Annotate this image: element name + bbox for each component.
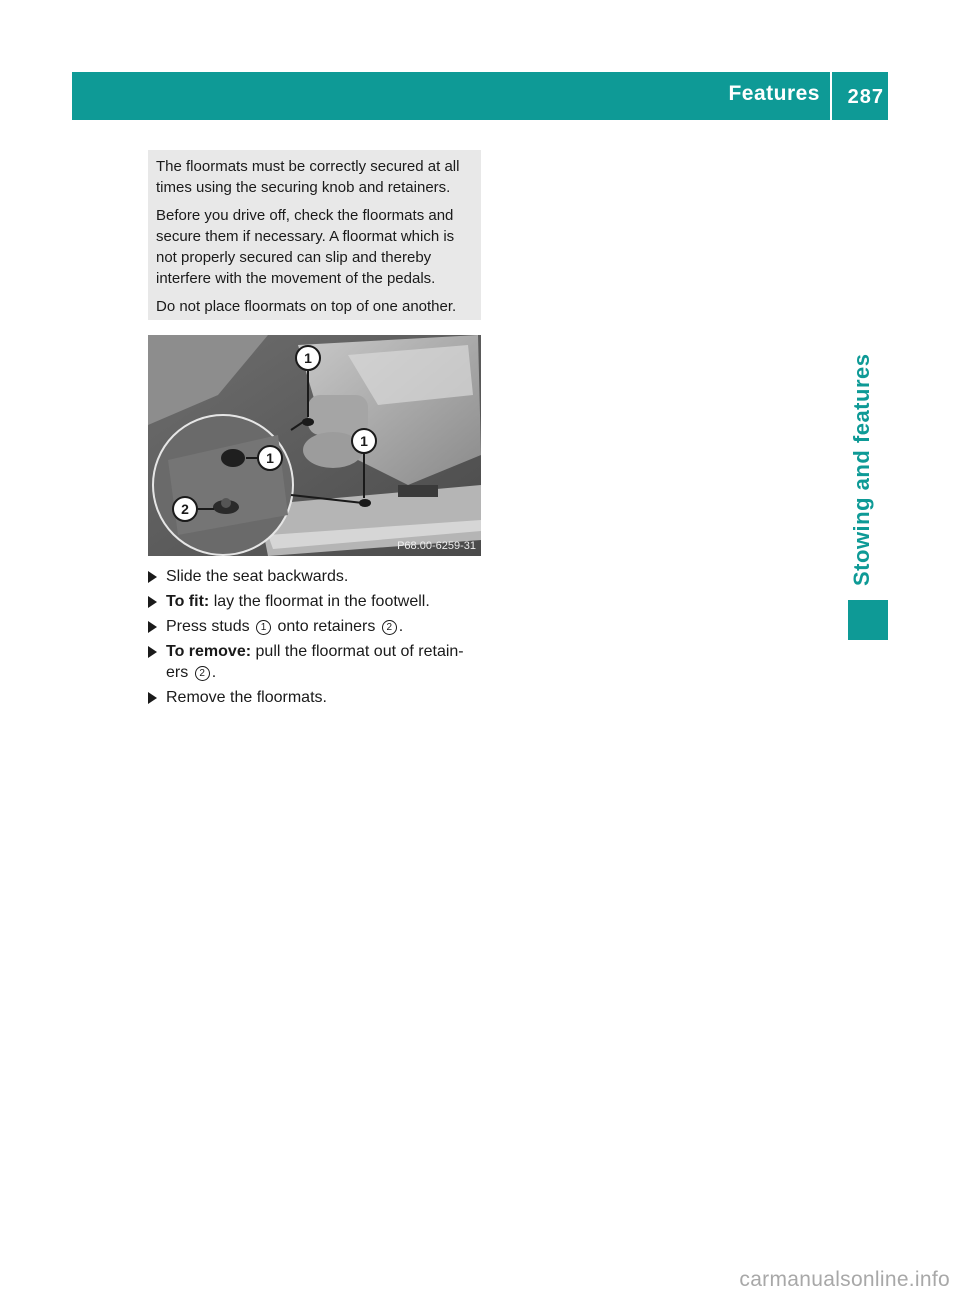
- instruction-step: [148, 616, 488, 637]
- step-text: .: [211, 664, 217, 681]
- instruction-step: [148, 566, 488, 587]
- callout-1-label: 1: [266, 450, 274, 466]
- step-arrow-icon: [148, 571, 157, 583]
- section-title: Features: [728, 82, 820, 105]
- page-header: [72, 72, 888, 120]
- step-text: Slide the seat backwards.: [166, 568, 349, 585]
- callout-ref-icon: 1: [256, 620, 271, 635]
- step-text: .: [398, 618, 404, 635]
- callout-2-label: 2: [181, 501, 189, 517]
- floormat-illustration: [148, 335, 481, 556]
- callout-1-label: 1: [304, 350, 312, 366]
- step-label: To fit:: [166, 593, 210, 610]
- step-label: To remove:: [166, 643, 252, 660]
- note-paragraph: The floormats must be correctly secured at all times using the securing knob and retainers.: [156, 158, 460, 196]
- callout-ref-icon: 2: [382, 620, 397, 635]
- step-text: onto retainers: [277, 618, 376, 635]
- side-tab-marker: [848, 600, 888, 640]
- instruction-step: [148, 591, 488, 612]
- callout-ref-icon: 2: [195, 666, 210, 681]
- step-arrow-icon: [148, 596, 157, 608]
- note-box: [148, 150, 481, 320]
- side-tab-label: Stowing and features: [849, 353, 874, 586]
- figure-reference: P68.00-6259-31: [397, 540, 476, 552]
- step-arrow-icon: [148, 646, 157, 658]
- step-arrow-icon: [148, 692, 157, 704]
- instruction-step: [148, 687, 488, 708]
- site-watermark: carmanualsonline.info: [739, 1268, 950, 1291]
- step-text: Press studs: [166, 618, 250, 635]
- step-text: pull the floormat out of retain- ers: [166, 643, 464, 681]
- callout-1-label: 1: [360, 433, 368, 449]
- floormat-figure: [148, 335, 481, 556]
- header-divider: [830, 72, 832, 120]
- step-text: Remove the floormats.: [166, 689, 327, 706]
- instruction-step: [148, 641, 488, 683]
- instruction-steps: [148, 566, 488, 712]
- note-paragraph: Before you drive off, check the floormats and secure them if necessary. A floormat which is not properly secured can slip and thereby interfere with the movement of the pedals.: [156, 207, 455, 287]
- step-text: lay the floormat in the footwell.: [213, 593, 430, 610]
- page-number: 287: [847, 86, 884, 108]
- step-arrow-icon: [148, 621, 157, 633]
- note-paragraph: Do not place floormats on top of one another.: [156, 298, 457, 315]
